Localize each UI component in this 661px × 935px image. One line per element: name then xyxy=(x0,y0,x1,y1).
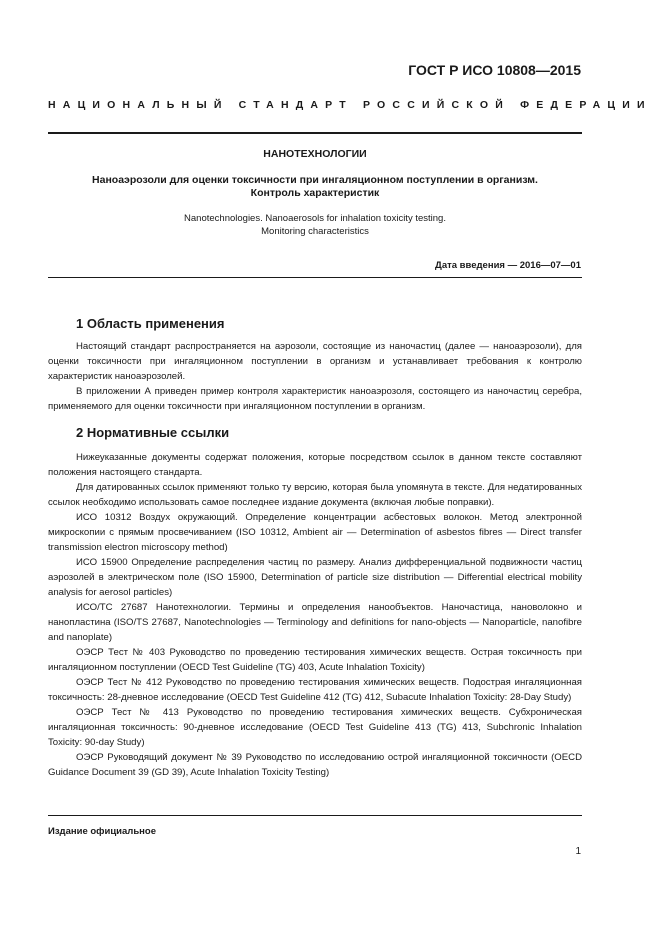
section-2-body xyxy=(48,450,582,780)
title-en-line-2: Monitoring characteristics xyxy=(261,226,369,237)
paragraph: В приложении А приведен пример контроля характеристик наноаэрозоля, состоящего из наночастиц серебра, применяемого для оценки токсичности при ингаляционном поступлении в организм. xyxy=(48,386,582,412)
reference-item: ОЭСР Тест № 412 Руководство по проведению тестирования химических веществ. Подострая ингаляционная токсичность: 28-дневное исследование (OECD Test Guideline 412 (TG) 412, Subacute Inhalation Toxicity: 28-Day Study) xyxy=(48,677,582,703)
reference-item: ИСО 15900 Определение распределения частиц по размеру. Анализ дифференциальной подвижности частиц аэрозолей в электрическом поле (ISO 15900, Determination of particle size distribution — Differential electrical mobility analysis for aerosol particles) xyxy=(48,557,582,598)
title-en-line-1: Nanotechnologies. Nanoaerosols for inhalation toxicity testing. xyxy=(184,213,446,224)
standard-code: ГОСТ Р ИСО 10808—2015 xyxy=(408,62,581,78)
document-title-en xyxy=(48,212,582,238)
reference-item: ОЭСР Тест № 403 Руководство по проведению тестирования химических веществ. Острая токсичность при ингаляционном поступлении (OECD Test Guideline (TG) 403, Acute Inhalation Toxicity) xyxy=(48,647,582,673)
paragraph: Настоящий стандарт распространяется на аэрозоли, состоящие из наночастиц (далее — наноаэрозоли), для оценки токсичности при ингаляционном поступлении в организм и устанавливает требования к контролю характеристик наноаэрозолей. xyxy=(48,341,582,382)
footer-divider xyxy=(48,815,582,816)
national-standard-heading: НАЦИОНАЛЬНЫЙ СТАНДАРТ РОССИЙСКОЙ ФЕДЕРАЦИИ xyxy=(48,99,652,111)
introduction-date: Дата введения — 2016—07—01 xyxy=(435,260,581,271)
document-title-main: НАНОТЕХНОЛОГИИ xyxy=(263,148,367,160)
page-number: 1 xyxy=(575,846,581,857)
document-title-ru xyxy=(48,174,582,200)
section-2-heading: 2 Нормативные ссылки xyxy=(76,425,230,440)
paragraph: Нижеуказанные документы содержат положения, которые посредством ссылок в данном тексте составляют положения настоящего стандарта. xyxy=(48,452,582,478)
reference-item: ИСО 10312 Воздух окружающий. Определение концентрации асбестовых волокон. Метод электронной микроскопии с прямым просвечиванием (ISO 10312, Ambient air — Determination of asbestos fibres — Direct transfer transmission electron microscopy method) xyxy=(48,512,582,553)
top-divider xyxy=(48,132,582,134)
title-ru-line-1: Наноаэрозоли для оценки токсичности при ингаляционном поступлении в организм. xyxy=(92,174,538,186)
section-1-heading: 1 Область применения xyxy=(76,316,225,331)
title-ru-line-2: Контроль характеристик xyxy=(250,187,380,199)
reference-item: ИСО/ТС 27687 Нанотехнологии. Термины и определения нанообъектов. Наночастица, нановолокно и нанопластина (ISO/TS 27687, Nanotechnologies — Terminology and definitions for nano-objects — Nanoparticle, nanofibre and nanoplate) xyxy=(48,602,582,643)
official-edition-label: Издание официальное xyxy=(48,826,156,837)
section-1-body xyxy=(48,339,582,414)
reference-item: ОЭСР Тест № 413 Руководство по проведению тестирования химических веществ. Субхроническая ингаляционная токсичность: 90-дневное исследование (OECD Test Guideline 413 (TG) 413, Subchronic Inhalation Toxicity: 90-day Study) xyxy=(48,707,582,748)
date-divider xyxy=(48,277,582,278)
reference-item: ОЭСР Руководящий документ № 39 Руководство по исследованию острой ингаляционной токсичности (OECD Guidance Document 39 (GD 39), Acute Inhalation Toxicity Testing) xyxy=(48,752,582,778)
paragraph: Для датированных ссылок применяют только ту версию, которая была упомянута в тексте. Для недатированных ссылок необходимо использовать самое последнее издание документа (включая любые поправки). xyxy=(48,482,582,508)
